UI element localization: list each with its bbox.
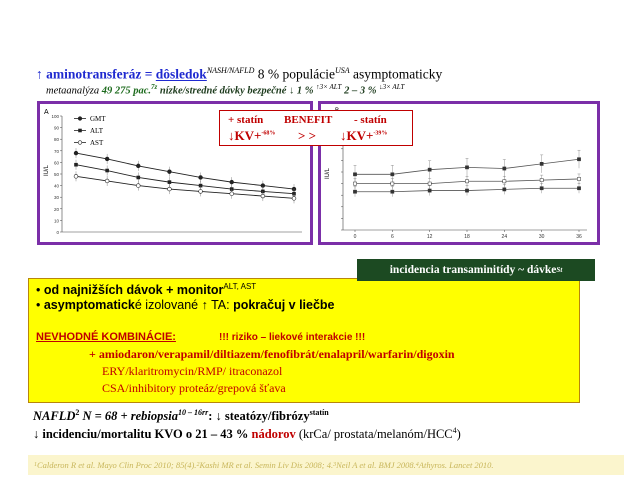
incidence-sup: St (556, 266, 563, 274)
bullet-2-mid: é izolované ↑ TA: (134, 298, 234, 312)
chart-a-ytick-label: 60 (53, 160, 59, 166)
meta-sup-1: 7z (151, 83, 158, 91)
chart-a-ytick-label: 80 (53, 137, 59, 143)
kvo-text-2: (krCa/ prostata/melanóm/HCC (295, 427, 453, 442)
chart-a-legend-marker (78, 141, 82, 145)
chart-b-point (391, 182, 394, 185)
kvo-text-3: ) (456, 427, 461, 442)
chart-a-point (292, 196, 296, 200)
chart-b-xtick-label: 36 (576, 234, 582, 240)
incidence-text: incidencia transaminitídy ~ dávke (389, 264, 557, 276)
chart-b-point (465, 189, 468, 192)
chart-a-point (168, 180, 172, 184)
chart-a-legend-marker (78, 129, 82, 133)
chart-b-point (540, 162, 543, 165)
chart-b-xtick-label: 0 (353, 234, 357, 240)
kvo-tumors: nádorov (251, 427, 296, 442)
chart-a-point (199, 176, 203, 180)
ref-2: Kashi MR et al. Semin Liv Dis 2008; 4. (199, 460, 334, 470)
chart-b-xtick-label: 24 (501, 234, 508, 240)
bullet-2 (36, 298, 335, 312)
slide-title (36, 66, 442, 83)
chart-a-ytick-label: 0 (56, 230, 59, 235)
drug-list-2: ERY/klaritromycin/RMP/ itraconazol (102, 364, 283, 378)
ref-1-num: 1 (34, 462, 37, 468)
chart-a-point (261, 194, 265, 198)
nafld-text-3: : ↓ steatózy/fibrózy (208, 409, 310, 424)
chart-b-point (577, 187, 580, 190)
meta-count: 49 275 pac. (101, 85, 151, 97)
legend-ast: AST (90, 139, 104, 147)
incidence-label (357, 259, 595, 281)
ref-3-num: 3 (333, 462, 337, 468)
chart-b-point (503, 167, 506, 170)
chart-a-point (168, 170, 172, 174)
benefit-minus-statin: - statín (354, 114, 387, 126)
meta-text-1: metaanalýza (46, 85, 102, 97)
chart-a-ytick-label: 50 (53, 172, 59, 177)
benefit-greater: > > (298, 128, 317, 143)
title-sup-2: USA (335, 66, 350, 75)
drug-list-1: + amiodaron/verapamil/diltiazem/fenofibrát/enalapril/warfarin/digoxin (89, 347, 455, 361)
references-footer (28, 455, 624, 475)
chart-b-point (465, 166, 468, 169)
meta-line (46, 83, 404, 97)
chart-b-point (353, 182, 356, 185)
chart-b-point (465, 180, 468, 183)
chart-b-xtick-label: 18 (464, 234, 470, 240)
nafld-text-2: N = 68 + rebiopsia (79, 409, 178, 424)
benefit-kv-plus (228, 128, 275, 144)
recommendations-box (28, 278, 580, 403)
ref-4-num: 4 (415, 462, 419, 468)
chart-a-point (199, 190, 203, 194)
benefit-label: BENEFIT (284, 114, 333, 126)
chart-b-point (391, 173, 394, 176)
bullet-2-bold-2: pokračuj v liečbe (233, 298, 335, 312)
kv-minus-percent: -39% (373, 130, 388, 137)
kv-plus-text: ↓KV+ (228, 128, 262, 143)
chart-a-ytick-label: 30 (53, 195, 59, 201)
chart-a-point (230, 180, 234, 184)
chart-b-point (503, 180, 506, 183)
chart-a-ytick-label: 90 (53, 125, 59, 131)
chart-a-ytick-label: 10 (53, 218, 59, 224)
chart-a-point (230, 192, 234, 196)
unsuitable-combinations-heading: NEVHODNÉ KOMBINÁCIE: (36, 331, 176, 343)
nafld-term: NAFLD (33, 409, 76, 424)
chart-b-point (391, 190, 394, 193)
title-text-4: asymptomaticky (349, 66, 443, 82)
legend-alt: ALT (90, 127, 103, 135)
bullet-1-text: od najnižších dávok + monitor (43, 283, 224, 298)
meta-text-2: nízke/stredné dávky bezpečné (157, 85, 287, 97)
interaction-risk-warning: !!! riziko – liekové interakcie !!! (219, 332, 366, 343)
meta-sup-2: ↑3× ALT (316, 83, 342, 91)
chart-a-legend-marker (78, 117, 82, 121)
bullet-1-sup: ALT, AST (223, 282, 257, 291)
chart-a-point (105, 157, 109, 161)
drug-list-3: CSA/inhibitory proteáz/grepová šťava (102, 381, 286, 395)
ref-1: Calderon R et al. Mayo Clin Proc 2010; 85(4). (37, 460, 197, 470)
chart-b-point (540, 187, 543, 190)
chart-a-point (74, 163, 78, 167)
chart-b-xtick-label: 30 (538, 234, 545, 240)
chart-a-point (105, 179, 109, 183)
chart-a-point (105, 169, 109, 173)
kvo-sup: 4 (452, 426, 457, 435)
bullet-1 (36, 282, 256, 297)
bullet-2-bold-1: asymptomatick (43, 298, 135, 312)
nafld-sup-2: 10 – 16rr (178, 408, 209, 417)
ref-3: Neil A et al. BMJ 2008. (336, 460, 416, 470)
nafld-sup-1: 2 (75, 408, 80, 417)
chart-b-point (577, 177, 580, 180)
panel-a-ylabel: IU/L (44, 164, 50, 176)
benefit-kv-minus (340, 128, 387, 144)
kvo-line (33, 426, 461, 442)
chart-b-point (353, 173, 356, 176)
chart-a-point (136, 176, 140, 180)
up-arrow-icon: ↑ (36, 66, 43, 82)
legend-gmt: GMT (90, 115, 106, 123)
bullet-1-dot: • (36, 283, 44, 298)
chart-a-point (168, 187, 172, 191)
chart-b-point (503, 188, 506, 191)
chart-b-point (428, 182, 431, 185)
bullet-2-dot: • (36, 298, 44, 312)
title-sup-1: NASH/NAFLD (206, 66, 255, 75)
chart-b-point (353, 190, 356, 193)
chart-a-point (74, 151, 78, 155)
chart-a-point (136, 184, 140, 188)
panel-a-label: A (44, 109, 49, 116)
chart-a-point (136, 164, 140, 168)
chart-a-ytick-label: 70 (53, 148, 59, 154)
kvo-text-1: ↓ incidenciu/mortalitu KVO o 21 – 43 % (33, 427, 252, 442)
nafld-line (33, 408, 329, 424)
ref-4: Athyros. Lancet 2010. (418, 460, 494, 470)
chart-a-ytick-label: 100 (51, 114, 59, 119)
ref-2-num: 2 (196, 462, 200, 468)
chart-b-point (428, 189, 431, 192)
kv-plus-percent: -68% (261, 130, 276, 137)
chart-b-point (428, 168, 431, 171)
title-text-2: dôsledok (155, 66, 207, 82)
benefit-box (219, 110, 413, 146)
chart-a-ytick-label: 40 (53, 183, 59, 189)
benefit-plus-statin: + statín (228, 114, 264, 126)
meta-text-3: ↓ 1 % (286, 85, 317, 97)
chart-b-point (540, 179, 543, 182)
chart-b-point (577, 158, 580, 161)
chart-b-xtick-label: 6 (390, 234, 394, 240)
chart-a-point (74, 174, 78, 178)
chart-a-ytick-label: 20 (53, 206, 59, 212)
title-text-3: 8 % populácie (254, 66, 335, 82)
meta-text-4: 2 – 3 % (341, 85, 380, 97)
nafld-sup-3: statín (309, 408, 329, 417)
kv-minus-text: ↓KV+ (340, 128, 374, 143)
chart-b-xtick-label: 12 (426, 234, 433, 240)
meta-sup-3: ↓3× ALT (379, 83, 405, 91)
panel-b-ylabel: IU/L (325, 167, 331, 179)
title-text-1: aminotransferáz = (46, 66, 156, 82)
